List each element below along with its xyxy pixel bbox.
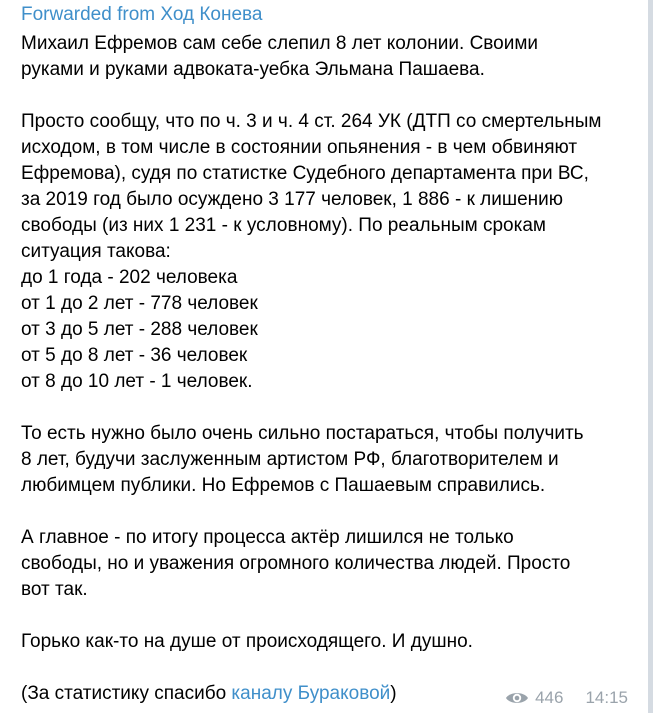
message-line: вот так. [21,579,88,600]
message-lines [21,31,641,681]
message-line: Михаил Ефремов сам себе слепил 8 лет колонии. Своими [21,33,539,54]
paragraph-gap [21,395,641,421]
message-line: за 2019 год было осуждено 3 177 человек, 1 886 - к лишению [21,189,564,210]
message-text [21,31,641,707]
message-line: свободы (из них 1 231 - к условному). По реальным срокам [21,215,546,236]
eye-icon [505,690,529,706]
message-line: А главное - по итогу процесса актёр лишился не только [21,527,514,548]
message-line: от 1 до 2 лет - 778 человек [21,293,258,314]
message-line: Просто сообщу, что по ч. 3 и ч. 4 ст. 264 УК (ДТП со смертельным [21,111,602,132]
message-line: свободы, но и уважения огромного количества людей. Просто [21,553,571,574]
channel-link[interactable]: каналу Бураковой [231,683,391,704]
message-line: от 5 до 8 лет - 36 человек [21,345,248,366]
paragraph-gap [21,83,641,109]
message-line: исходом, в том числе в состоянии опьянения - в чем обвиняют [21,137,578,158]
message-line: от 8 до 10 лет - 1 человек. [21,371,253,392]
message-line: ситуация такова: [21,241,171,262]
message-time: 14:15 [585,688,628,707]
message-line: от 3 до 5 лет - 288 человек [21,319,258,340]
credits-text: (За статистику спасибо [21,683,232,704]
views-count: 446 [535,688,564,707]
message-line: То есть нужно было очень сильно постараться, чтобы получить [21,423,584,444]
message-line: 8 лет, будучи заслуженным артистом РФ, благотворителем и [21,449,559,470]
message-meta [505,686,628,710]
paragraph-gap [21,655,641,681]
message-line: Ефремова), судя по статистке Судебного департамента при ВС, [21,163,589,184]
message-line: до 1 года - 202 человека [21,267,238,288]
scroll-edge [648,0,653,713]
message-line: любимцем публики. Но Ефремов с Пашаевым справились. [21,475,546,496]
paragraph-gap [21,603,641,629]
message-line: руками и руками адвоката-уебка Эльмана Пашаева. [21,59,485,80]
credits-suffix: ) [390,683,397,704]
paragraph-gap [21,499,641,525]
message-line: Горько как-то на душе от происходящего. И душно. [21,631,473,652]
forwarded-from-header[interactable]: Forwarded from Ход Конева [21,4,263,25]
